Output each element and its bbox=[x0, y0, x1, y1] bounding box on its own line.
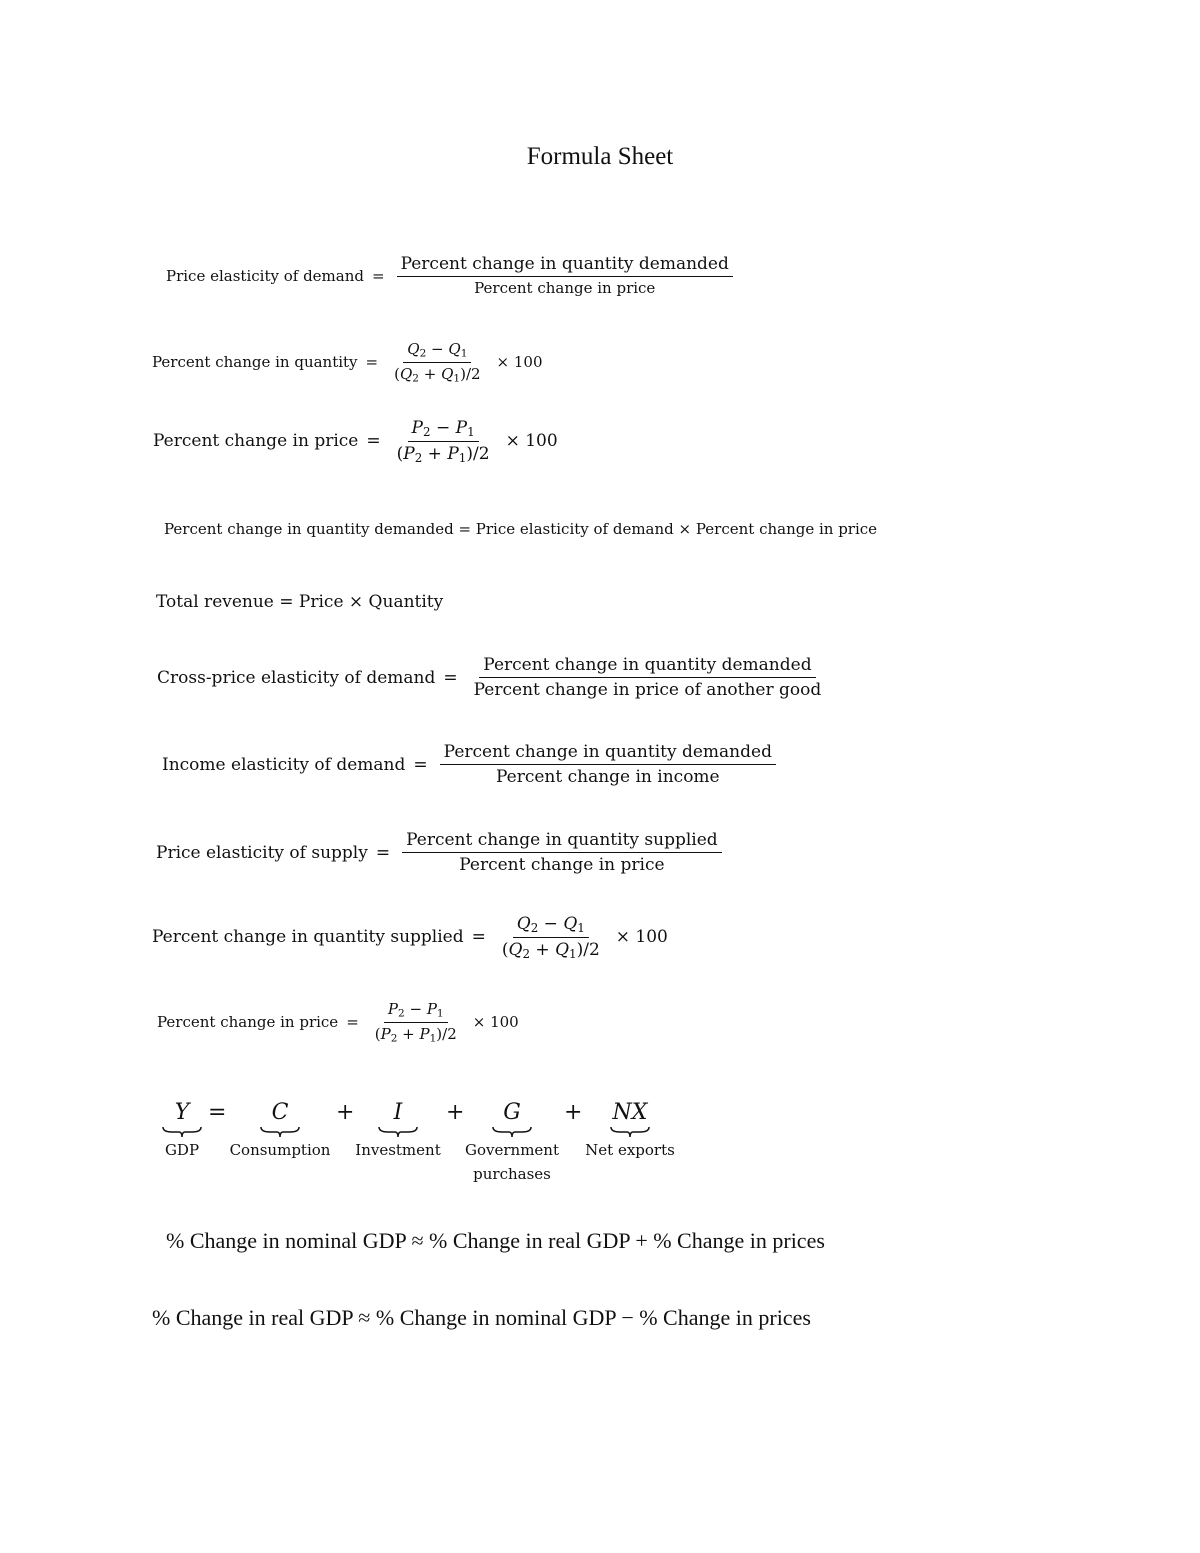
equals-sign: = bbox=[413, 754, 428, 775]
fraction-numerator: Percent change in quantity demanded bbox=[479, 655, 815, 678]
formula-text: Percent change in quantity demanded = Price elasticity of demand × Percent change in price bbox=[164, 520, 878, 538]
gdp-symbol: NX bbox=[612, 1100, 648, 1125]
gdp-term-nx bbox=[582, 1100, 678, 1162]
fraction-denominator: Percent change in income bbox=[495, 767, 720, 787]
fraction-numerator: $P_2 - P_1$ bbox=[408, 418, 479, 442]
plus-sign: + bbox=[564, 1100, 583, 1125]
formula-cross-price-elasticity bbox=[157, 655, 829, 700]
fraction bbox=[371, 1000, 461, 1044]
gdp-symbol: G bbox=[503, 1100, 521, 1125]
fraction bbox=[402, 830, 722, 875]
plus-sign: + bbox=[336, 1100, 355, 1125]
gdp-term-c bbox=[230, 1100, 330, 1162]
fraction bbox=[397, 254, 733, 297]
fraction-numerator: $Q_2 - Q_1$ bbox=[513, 914, 589, 938]
underbrace-icon bbox=[492, 1126, 532, 1138]
formula-lhs: Income elasticity of demand bbox=[162, 754, 406, 775]
gdp-label: Consumption bbox=[229, 1141, 331, 1159]
underbrace-icon bbox=[378, 1126, 418, 1138]
fraction-denominator: $(P_2 + P_1)/2$ bbox=[374, 1024, 457, 1045]
fraction-denominator: $(Q_2 + Q_1)/2$ bbox=[394, 364, 481, 385]
fraction bbox=[470, 655, 826, 700]
times-100: × 100 bbox=[505, 431, 558, 452]
equals-sign: = bbox=[366, 431, 381, 452]
fraction bbox=[440, 742, 776, 787]
formula-nominal-gdp-change bbox=[166, 1228, 825, 1254]
formula-total-revenue bbox=[156, 592, 443, 612]
equals-sign: = bbox=[471, 927, 486, 948]
gdp-symbol: Y bbox=[174, 1100, 190, 1125]
fraction-denominator: Percent change in price of another good bbox=[473, 680, 822, 700]
gdp-label: Government purchases bbox=[465, 1141, 559, 1183]
equals-sign: = bbox=[346, 1013, 359, 1032]
fraction bbox=[393, 418, 494, 465]
gdp-term-i bbox=[355, 1100, 441, 1162]
formula-percent-change-price bbox=[153, 418, 558, 465]
formula-price-elasticity-demand bbox=[166, 254, 737, 297]
underbrace-icon bbox=[260, 1126, 300, 1138]
formula-lhs: Cross-price elasticity of demand bbox=[157, 667, 436, 688]
formula-price-elasticity-supply bbox=[156, 830, 726, 875]
equals-sign: = bbox=[443, 667, 458, 688]
times-100: × 100 bbox=[615, 927, 668, 948]
formula-percent-change-price-2 bbox=[157, 1000, 519, 1044]
formula-text: % Change in real GDP ≈ % Change in nominal GDP − % Change in prices bbox=[152, 1305, 811, 1330]
gdp-symbol: I bbox=[393, 1100, 403, 1125]
fraction bbox=[390, 340, 484, 384]
gdp-label: Net exports bbox=[585, 1141, 675, 1159]
fraction-denominator: $(P_2 + P_1)/2$ bbox=[396, 443, 490, 465]
formula-percent-change-quantity-supplied bbox=[152, 914, 668, 961]
fraction-denominator: Percent change in price bbox=[459, 855, 665, 875]
fraction-denominator: Percent change in price bbox=[474, 279, 656, 297]
gdp-symbol: C bbox=[271, 1100, 289, 1125]
fraction-numerator: $Q_2 - Q_1$ bbox=[403, 340, 471, 363]
formula-lhs: Percent change in price bbox=[157, 1013, 339, 1032]
gdp-term-y bbox=[160, 1100, 204, 1162]
formula-percent-change-quantity-demanded bbox=[164, 520, 877, 538]
formula-text: % Change in nominal GDP ≈ % Change in real GDP + % Change in prices bbox=[166, 1228, 825, 1253]
formula-income-elasticity bbox=[162, 742, 780, 787]
formula-lhs: Percent change in quantity supplied bbox=[152, 927, 464, 948]
fraction-numerator: Percent change in quantity supplied bbox=[402, 830, 722, 853]
equals-sign: = bbox=[375, 842, 391, 863]
formula-lhs: Price elasticity of supply bbox=[156, 842, 368, 863]
equals-sign: = bbox=[371, 266, 385, 285]
formula-text: Total revenue = Price × Quantity bbox=[156, 592, 444, 612]
equals-sign: = bbox=[365, 353, 379, 372]
formula-lhs: Percent change in price bbox=[153, 431, 359, 452]
formula-gdp-identity bbox=[160, 1100, 720, 1190]
times-100: × 100 bbox=[472, 1013, 519, 1032]
underbrace-icon bbox=[610, 1126, 650, 1138]
fraction-denominator: $(Q_2 + Q_1)/2$ bbox=[501, 939, 600, 961]
formula-lhs: Percent change in quantity bbox=[152, 353, 358, 372]
equals-sign: = bbox=[208, 1100, 227, 1125]
formula-percent-change-quantity bbox=[152, 340, 543, 384]
gdp-label: Investment bbox=[355, 1141, 441, 1159]
fraction bbox=[498, 914, 604, 961]
gdp-term-g bbox=[460, 1100, 564, 1186]
gdp-label: GDP bbox=[164, 1141, 200, 1159]
underbrace-icon bbox=[162, 1126, 202, 1138]
plus-sign: + bbox=[446, 1100, 465, 1125]
times-100: × 100 bbox=[496, 353, 543, 372]
fraction-numerator: $P_2 - P_1$ bbox=[384, 1000, 448, 1023]
fraction-numerator: Percent change in quantity demanded bbox=[397, 254, 733, 277]
formula-lhs: Price elasticity of demand bbox=[166, 266, 364, 285]
formula-real-gdp-change bbox=[152, 1305, 811, 1331]
fraction-numerator: Percent change in quantity demanded bbox=[440, 742, 776, 765]
page-title: Formula Sheet bbox=[526, 143, 674, 170]
